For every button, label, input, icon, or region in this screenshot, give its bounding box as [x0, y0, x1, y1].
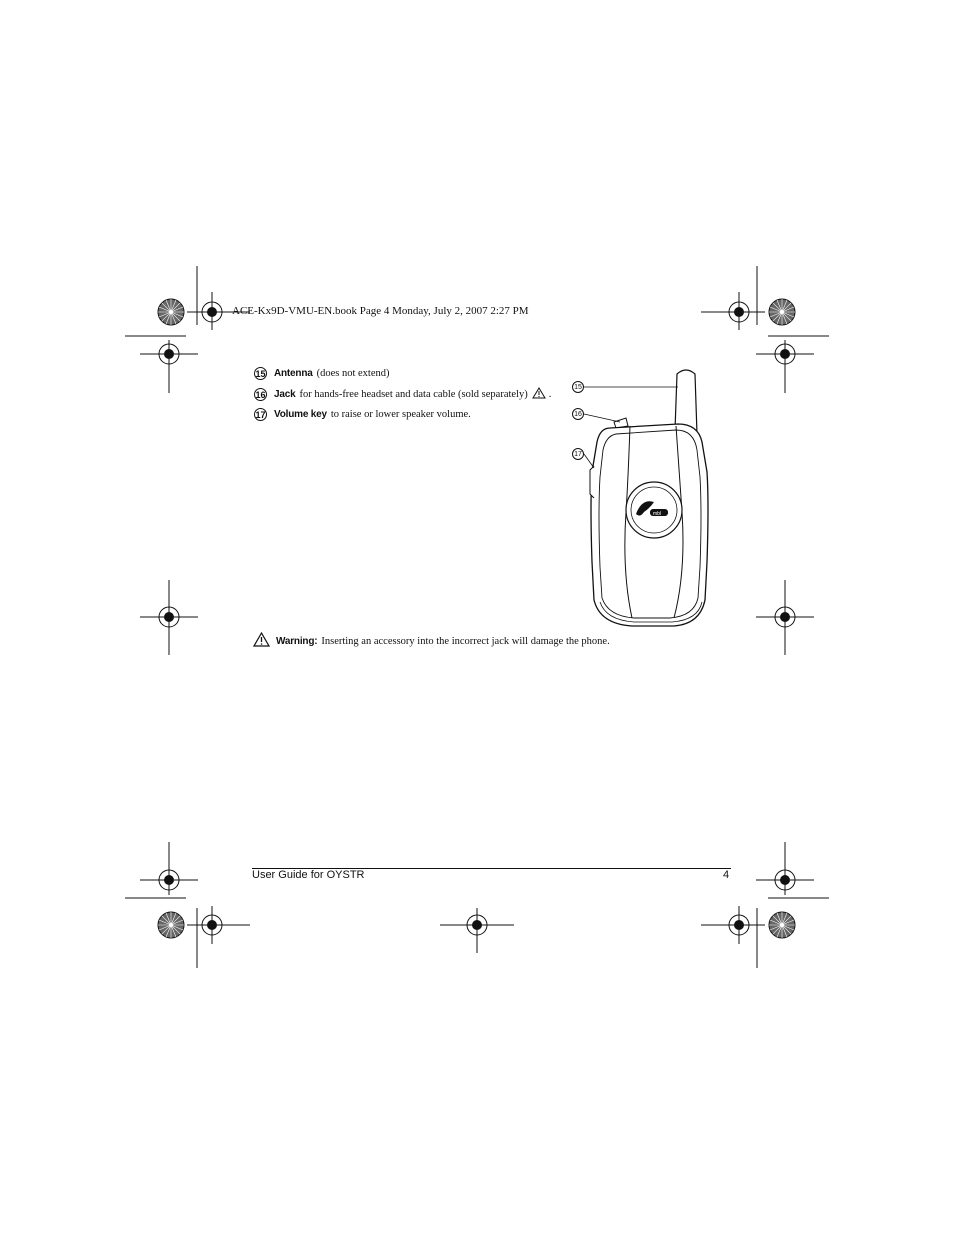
item-number: 17	[255, 409, 266, 420]
warning-triangle-icon	[532, 387, 546, 402]
item-term: Jack	[274, 389, 296, 400]
callout-16: 16	[572, 408, 584, 420]
item-term: Volume key	[274, 409, 327, 420]
callout-17: 17	[572, 448, 584, 460]
page-number: 4	[723, 869, 730, 881]
item-term: Antenna	[274, 368, 313, 379]
warning-triangle-icon	[253, 632, 270, 650]
list-item-jack	[254, 387, 551, 402]
item-number: 16	[255, 389, 266, 400]
print-header: ACE-Kx9D-VMU-EN.book Page 4 Monday, July 2, 2007 2:27 PM	[232, 305, 529, 317]
list-item-volume-key	[254, 408, 471, 421]
item-description: to raise or lower speaker volume.	[330, 409, 471, 420]
item-description: (does not extend)	[316, 368, 390, 379]
warning-text: Inserting an accessory into the incorrect jack will damage the phone.	[321, 635, 610, 647]
item-description: for hands-free headset and data cable (sold separately)	[299, 389, 528, 400]
starburst-target-icon	[769, 299, 795, 325]
warning-label: Warning:	[276, 635, 318, 647]
starburst-target-icon	[158, 912, 184, 938]
list-item-antenna	[254, 367, 390, 380]
warning-note	[253, 632, 610, 650]
svg-text:mbl: mbl	[653, 511, 662, 517]
footer-title: User Guide for OYSTR	[252, 869, 365, 881]
phone-illustration	[570, 362, 720, 634]
item-suffix: .	[548, 389, 552, 400]
starburst-target-icon	[769, 912, 795, 938]
item-number: 15	[255, 368, 266, 379]
starburst-target-icon	[158, 299, 184, 325]
callout-15: 15	[572, 381, 584, 393]
